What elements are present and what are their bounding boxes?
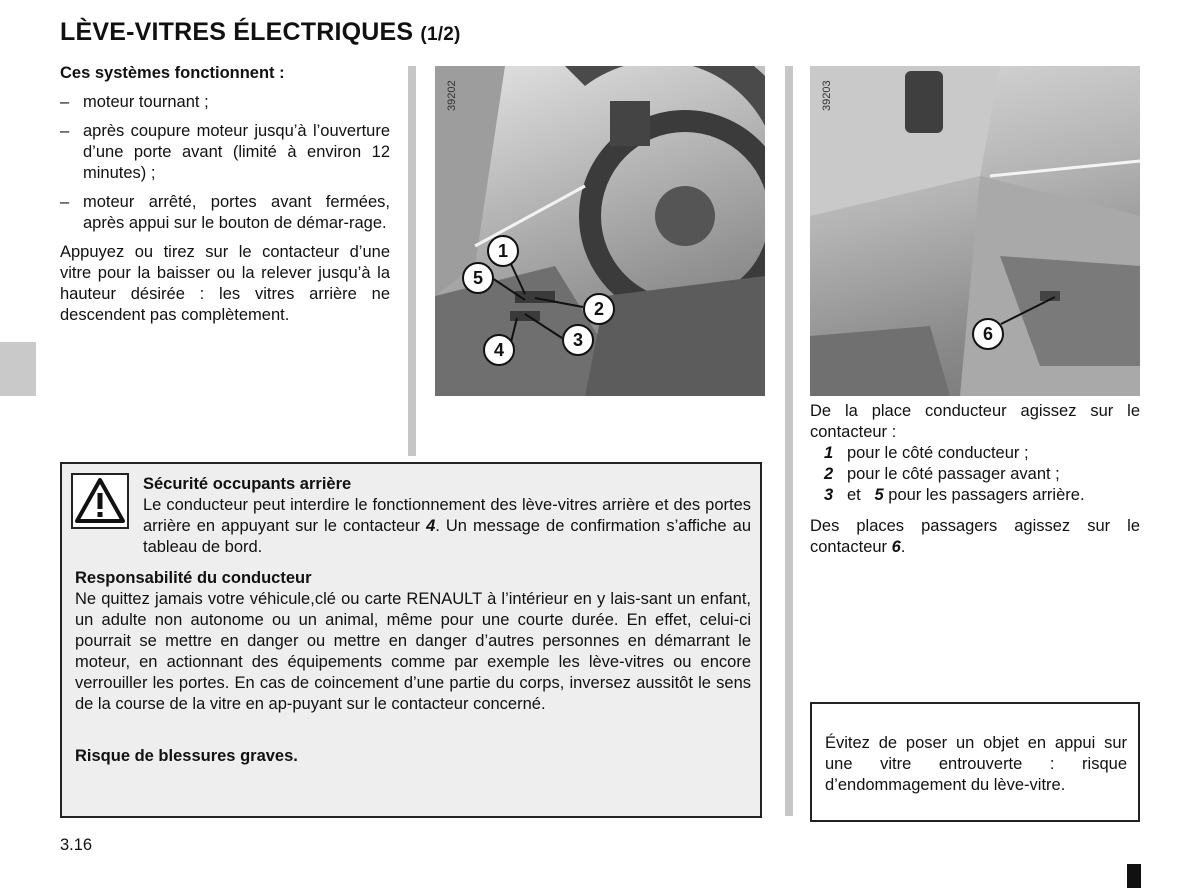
- serious-injury-risk: Risque de blessures graves.: [75, 747, 298, 765]
- passenger-end: .: [900, 538, 906, 556]
- condition-text: après coupure moteur jusqu’à l’ouverture d’une porte avant (limité à environ 12 minutes) ;: [83, 122, 390, 182]
- condition-item: [60, 92, 390, 113]
- intro-column: [60, 63, 390, 336]
- section-text: [143, 495, 751, 558]
- note-box: [810, 702, 1140, 822]
- conditions-heading: Ces systèmes fonctionnent :: [60, 64, 285, 82]
- control-item: [810, 485, 1140, 506]
- control-text: pour le côté passager avant ;: [846, 465, 1060, 483]
- passenger-text: Des places passagers agissez sur le contacteur: [810, 517, 1140, 556]
- control-number: 2: [824, 465, 834, 483]
- condition-item: [60, 121, 390, 184]
- title-main: LÈVE-VITRES ÉLECTRIQUES: [60, 18, 414, 46]
- callout-3: 3: [562, 324, 594, 356]
- condition-text: moteur arrêté, portes avant fermées, après appui sur le bouton de démar-rage.: [83, 193, 390, 232]
- control-item: [810, 443, 1140, 464]
- callout-6: 6: [972, 318, 1004, 350]
- rear-safety-section: [143, 474, 751, 558]
- warning-triangle-icon: [71, 473, 129, 529]
- page-title: [60, 18, 461, 47]
- figure-code: 39203: [821, 80, 833, 111]
- passenger-paragraph: [810, 516, 1140, 558]
- control-conjunction: et: [846, 486, 861, 504]
- control-number: 6: [891, 538, 901, 556]
- callout-2: 2: [583, 293, 615, 325]
- operation-paragraph: Appuyez ou tirez sur le contacteur d’une vitre pour la baisser ou la relever jusqu’à la hauteur désirée : les vitres arrière ne descendent pas complètement.: [60, 243, 390, 324]
- callout-5: 5: [462, 262, 494, 294]
- driver-intro: De la place conducteur agissez sur le contacteur :: [810, 402, 1140, 441]
- note-text: Évitez de poser un objet en appui sur une vitre entrouverte : risque d’endommagement du lève-vitre.: [825, 734, 1127, 794]
- control-text: pour les passagers arrière.: [888, 486, 1085, 504]
- control-number: 1: [824, 444, 834, 462]
- control-number: 5: [874, 486, 884, 504]
- section-text-a: Le conducteur peut interdire le fonctionnement des lève-vitres arrière et des portes arrière en appuyant sur le contacteur: [143, 496, 751, 535]
- control-number: 3: [824, 486, 834, 504]
- bullet-dash: –: [60, 193, 70, 211]
- figure-code: 39202: [446, 80, 458, 111]
- thumb-index-mark: [1127, 864, 1141, 888]
- driver-responsibility-section: [75, 568, 751, 715]
- control-number: 4: [426, 517, 436, 535]
- control-item: [810, 464, 1140, 485]
- control-text: pour le côté conducteur ;: [846, 444, 1029, 462]
- section-title: Responsabilité du conducteur: [75, 569, 312, 587]
- section-text-b: . Un message de confirmation s’affiche au tableau de bord.: [143, 517, 751, 556]
- callout-lines: [810, 66, 1140, 396]
- title-part: (1/2): [420, 24, 461, 45]
- callout-4: 4: [483, 334, 515, 366]
- page-number: 3.16: [60, 836, 93, 854]
- callout-1: 1: [487, 235, 519, 267]
- section-text: Ne quittez jamais votre véhicule,clé ou carte RENAULT à l’intérieur en y lais-sant un enfant, un adulte non autonome ou un animal, même pour une courte durée. En effet, celui-ci pourrait se mettre en danger ou mettre en danger d’autres personnes en démarrant le moteur, en actionnant des équipements comme par exemple les lève-vitres ou encore verrouiller les portes. En cas de coincement d’une partie du corps, inversez aussitôt le sens de la course de la vitre en ap-puyant sur le contacteur concerné.: [75, 590, 751, 713]
- section-title: Sécurité occupants arrière: [143, 475, 352, 493]
- bullet-dash: –: [60, 122, 70, 140]
- section-tab: [0, 342, 36, 396]
- condition-item: [60, 192, 390, 234]
- condition-text: moteur tournant ;: [83, 93, 209, 111]
- safety-warning-box: [60, 462, 762, 818]
- column-rule: [785, 66, 793, 816]
- bullet-dash: –: [60, 93, 70, 111]
- column-rule: [408, 66, 416, 456]
- controls-description: [810, 401, 1140, 568]
